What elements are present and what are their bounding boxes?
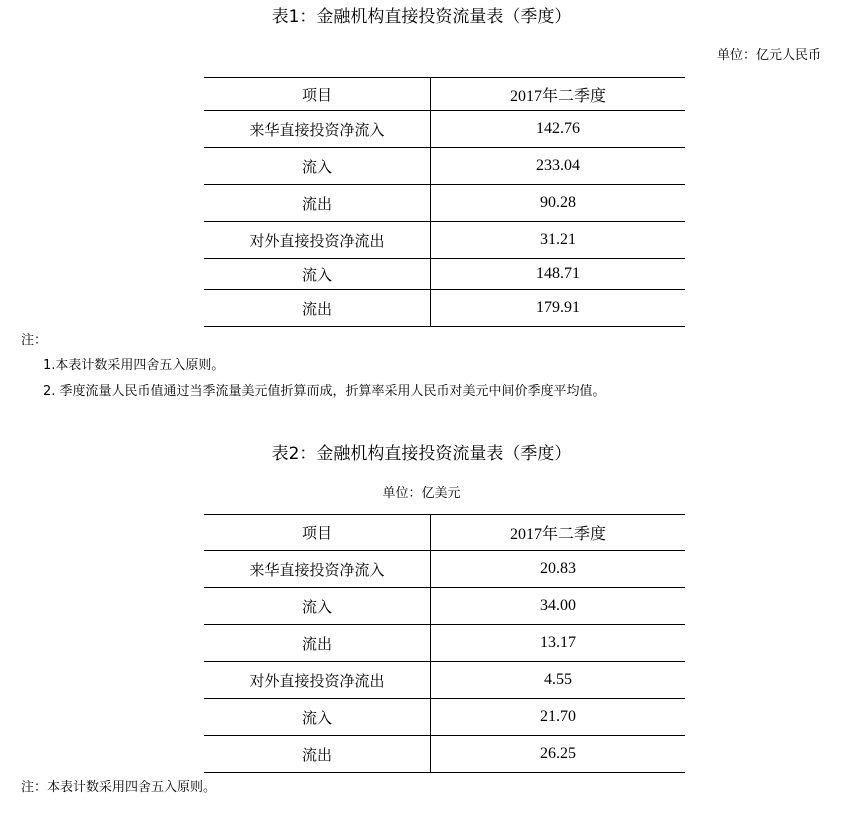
row-value: 21.70 xyxy=(540,708,576,725)
table2-header-row xyxy=(204,515,685,551)
table-row xyxy=(204,699,685,736)
row-value: 20.83 xyxy=(540,560,576,577)
row-label: 流入 xyxy=(204,588,431,625)
row-label: 对外直接投资净流出 xyxy=(204,222,431,259)
table1-unit: 单位：亿元人民币 xyxy=(716,48,821,63)
table1-note-heading: 注： xyxy=(21,333,48,348)
row-value: 31.21 xyxy=(540,231,576,248)
row-label: 流入 xyxy=(204,259,431,290)
table2 xyxy=(204,514,685,773)
table2-header-period: 2017年二季度 xyxy=(509,526,606,543)
row-value: 34.00 xyxy=(540,597,576,614)
row-value: 179.91 xyxy=(536,299,580,316)
table-row xyxy=(204,588,685,625)
table2-header-item: 项目 xyxy=(204,515,431,551)
row-label: 对外直接投资净流出 xyxy=(204,662,431,699)
row-value: 142.76 xyxy=(536,120,580,137)
row-label: 来华直接投资净流入 xyxy=(204,551,431,588)
row-label: 流出 xyxy=(204,185,431,222)
row-label: 流出 xyxy=(204,290,431,327)
table-row xyxy=(204,736,685,773)
row-value: 26.25 xyxy=(540,745,576,762)
table-row xyxy=(204,290,685,327)
table1 xyxy=(204,77,685,327)
table1-title: 表1：金融机构直接投资流量表（季度） xyxy=(271,7,572,27)
table2-unit: 单位：亿美元 xyxy=(382,486,461,501)
table-row xyxy=(204,148,685,185)
table-row xyxy=(204,259,685,290)
table-row xyxy=(204,222,685,259)
table1-note-1: 1.本表计数采用四舍五入原则。 xyxy=(43,358,225,373)
table1-header-period: 2017年二季度 xyxy=(509,87,606,105)
table1-header-item: 项目 xyxy=(204,78,431,111)
row-value: 90.28 xyxy=(540,194,576,211)
row-value: 233.04 xyxy=(536,157,580,174)
row-value: 4.55 xyxy=(544,671,572,688)
row-label: 流入 xyxy=(204,148,431,185)
table-row xyxy=(204,662,685,699)
row-label: 来华直接投资净流入 xyxy=(204,111,431,148)
table1-note-2: 2. 季度流量人民币值通过当季流量美元值折算而成，折算率采用人民币对美元中间价季度平均值。 xyxy=(43,384,606,399)
row-label: 流入 xyxy=(204,699,431,736)
table-row xyxy=(204,185,685,222)
row-value: 148.71 xyxy=(536,265,580,282)
table2-title: 表2：金融机构直接投资流量表（季度） xyxy=(271,444,572,464)
table2-note: 注：本表计数采用四舍五入原则。 xyxy=(21,780,217,795)
table-row xyxy=(204,111,685,148)
row-value: 13.17 xyxy=(540,634,576,651)
table-row xyxy=(204,551,685,588)
table1-header-row xyxy=(204,78,685,111)
table-row xyxy=(204,625,685,662)
row-label: 流出 xyxy=(204,625,431,662)
row-label: 流出 xyxy=(204,736,431,773)
